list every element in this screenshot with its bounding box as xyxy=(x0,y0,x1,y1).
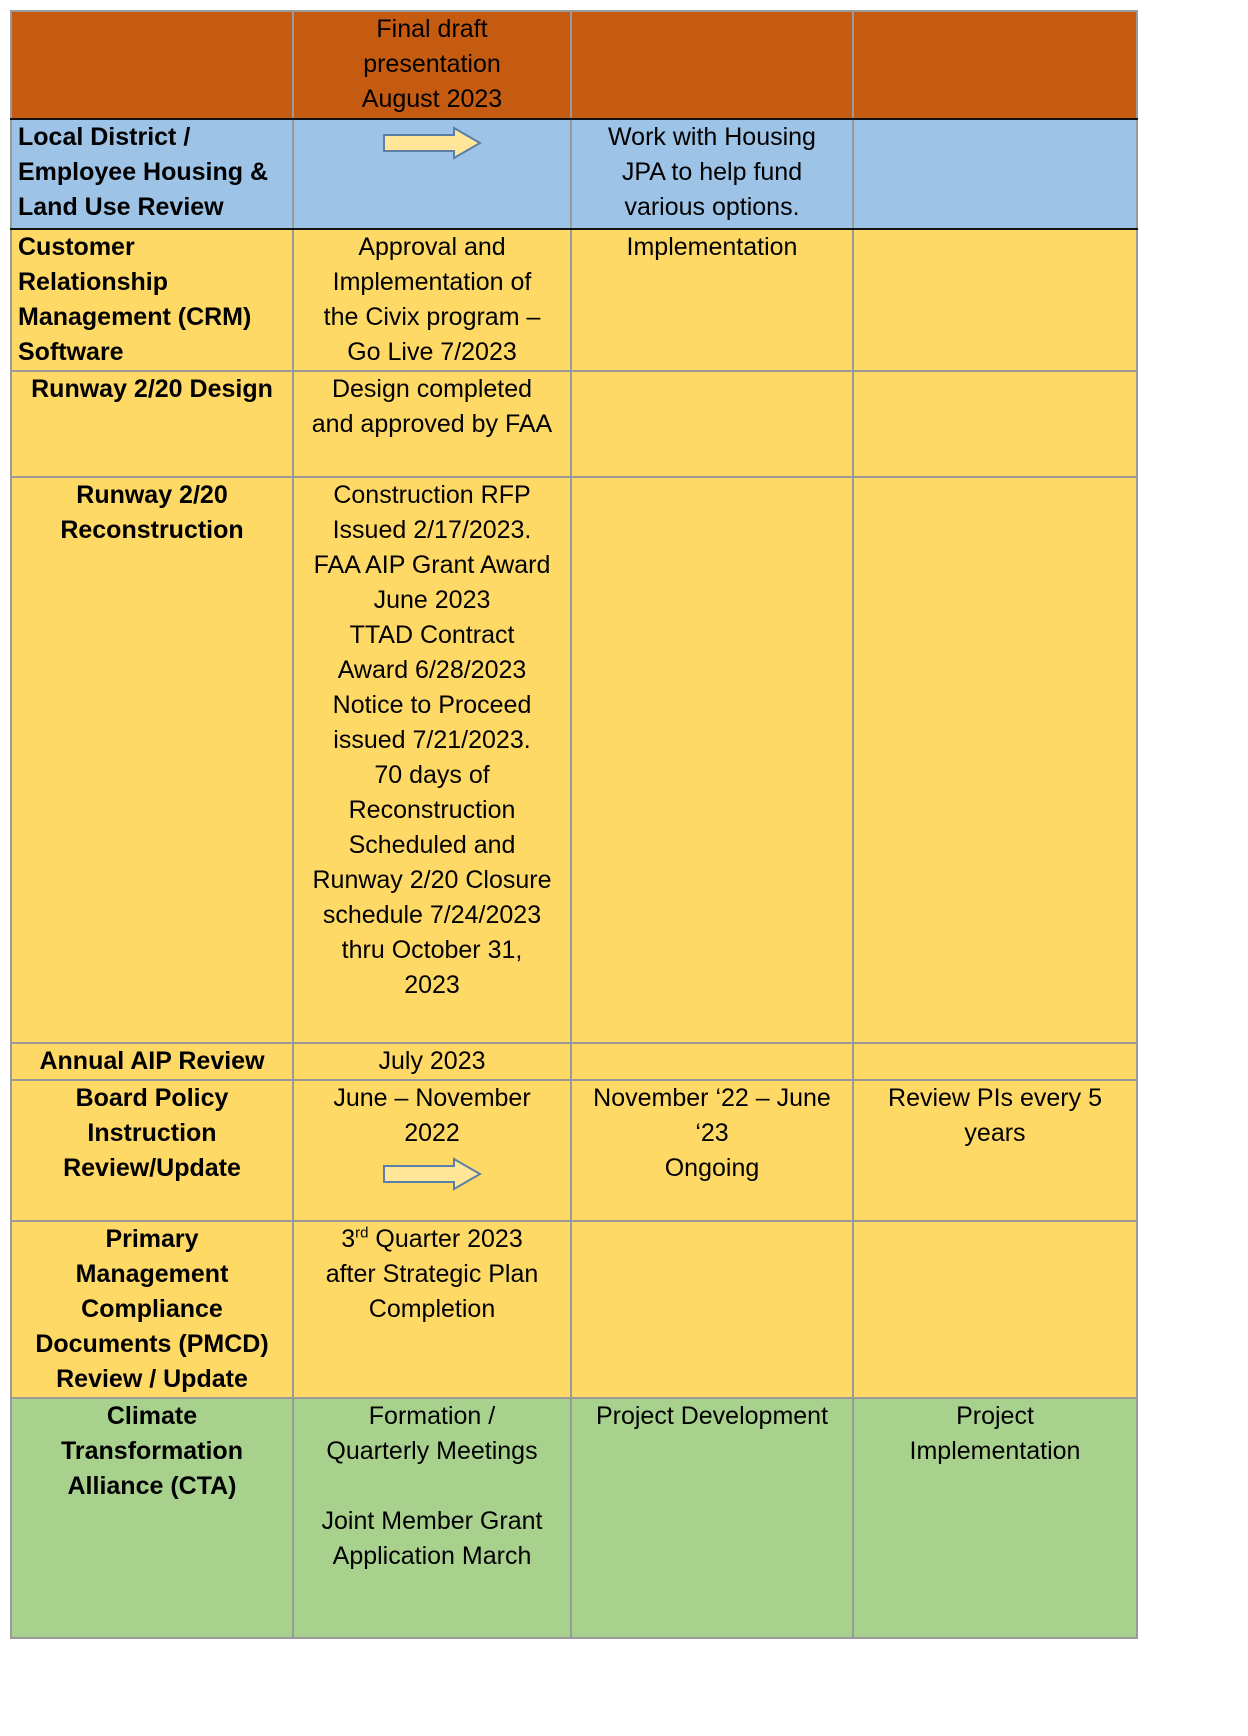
cell-line: Application March xyxy=(332,1542,532,1570)
table-row xyxy=(11,477,1137,1043)
cell-line: years xyxy=(964,1119,1026,1147)
category-line: Runway 2/20 xyxy=(76,481,228,509)
category-line: Runway 2/20 Design xyxy=(31,375,273,403)
cell-line: 70 days of xyxy=(374,761,490,789)
category-line: Instruction xyxy=(87,1119,217,1147)
category-line: Compliance xyxy=(81,1295,223,1323)
category-line: Board Policy xyxy=(75,1084,229,1112)
cell-line: Project Development xyxy=(595,1402,829,1430)
category-line: Annual AIP Review xyxy=(39,1047,265,1075)
row-col2-cell xyxy=(293,229,571,371)
category-line: Reconstruction xyxy=(60,516,244,544)
cell-line: 2022 xyxy=(404,1119,460,1147)
row-category-cell xyxy=(11,11,293,119)
row-col3-cell xyxy=(571,1398,853,1638)
cell-line xyxy=(300,1222,564,1257)
table-row xyxy=(11,229,1137,371)
row-category-cell xyxy=(11,229,293,371)
cell-line: Project xyxy=(956,1402,1034,1430)
row-col3-cell xyxy=(571,477,853,1043)
cell-line: Go Live 7/2023 xyxy=(347,338,517,366)
category-line: Transformation xyxy=(61,1437,243,1465)
row-col4-cell xyxy=(853,1221,1137,1398)
row-col3-cell xyxy=(571,229,853,371)
row-col4-cell xyxy=(853,1398,1137,1638)
cell-line: Runway 2/20 Closure xyxy=(312,866,552,894)
cell-line: presentation xyxy=(363,50,501,78)
cell-line: Award 6/28/2023 xyxy=(337,656,527,684)
cell-line: Work with Housing xyxy=(608,123,816,151)
cell-line: Construction RFP xyxy=(333,481,531,509)
cell-line: August 2023 xyxy=(361,85,503,113)
cell-line xyxy=(300,1469,564,1504)
cell-line: Issued 2/17/2023. xyxy=(332,516,532,544)
row-col4-cell xyxy=(853,1080,1137,1221)
row-col2-cell xyxy=(293,1221,571,1398)
ordinal-number: 3 xyxy=(341,1225,356,1253)
cell-line: Joint Member Grant xyxy=(321,1507,543,1535)
row-category-cell xyxy=(11,371,293,477)
category-line: Review / Update xyxy=(56,1365,248,1393)
cell-line: Review PIs every 5 xyxy=(888,1084,1102,1112)
row-category-cell xyxy=(11,477,293,1043)
row-col2-cell xyxy=(293,119,571,229)
category-line: Relationship xyxy=(18,268,169,296)
cell-line: the Civix program – xyxy=(323,303,541,331)
row-col4-cell xyxy=(853,477,1137,1043)
cell-line-rest: Quarter 2023 xyxy=(368,1225,523,1253)
strategic-plan-table xyxy=(10,10,1138,1639)
cell-line: July 2023 xyxy=(378,1047,486,1075)
cell-line: Quarterly Meetings xyxy=(326,1437,538,1465)
cell-line: after Strategic Plan xyxy=(325,1260,539,1288)
right-arrow-icon xyxy=(382,1157,482,1191)
cell-line: November ‘22 – June xyxy=(593,1084,831,1112)
cell-line: JPA to help fund xyxy=(621,158,803,186)
category-line: Alliance (CTA) xyxy=(67,1472,237,1500)
category-line: Employee Housing & xyxy=(18,158,269,186)
cell-line: Implementation xyxy=(626,233,798,261)
row-col2-cell xyxy=(293,1080,571,1221)
table-row xyxy=(11,11,1137,119)
row-category-cell xyxy=(11,1080,293,1221)
row-col3-cell xyxy=(571,1080,853,1221)
cell-line: Completion xyxy=(368,1295,496,1323)
strategic-plan-table-page xyxy=(10,10,1138,1639)
row-col2-cell xyxy=(293,371,571,477)
cell-line: June 2023 xyxy=(373,586,491,614)
cell-line: Design completed xyxy=(331,375,533,403)
cell-line: and approved by FAA xyxy=(311,410,553,438)
cell-line: Notice to Proceed xyxy=(332,691,532,719)
cell-line: Scheduled and xyxy=(348,831,516,859)
category-line: Land Use Review xyxy=(18,193,224,221)
category-line: Software xyxy=(18,338,124,366)
row-col4-cell xyxy=(853,11,1137,119)
category-line: Review/Update xyxy=(63,1154,241,1182)
row-col3-cell xyxy=(571,119,853,229)
table-row xyxy=(11,1043,1137,1080)
category-line: Local District / xyxy=(18,123,191,151)
category-line: Management (CRM) xyxy=(18,303,252,331)
cell-line: thru October 31, xyxy=(341,936,523,964)
cell-line: Ongoing xyxy=(664,1154,760,1182)
row-col4-cell xyxy=(853,371,1137,477)
category-line: Primary xyxy=(105,1225,199,1253)
cell-line: 2023 xyxy=(404,971,460,999)
ordinal-suffix: rd xyxy=(355,1224,369,1242)
cell-line: schedule 7/24/2023 xyxy=(322,901,542,929)
right-arrow-icon xyxy=(382,126,482,160)
row-category-cell xyxy=(11,1398,293,1638)
table-row xyxy=(11,119,1137,229)
table-row xyxy=(11,1398,1137,1638)
row-category-cell xyxy=(11,119,293,229)
cell-line: issued 7/21/2023. xyxy=(333,726,531,754)
row-col2-cell xyxy=(293,11,571,119)
cell-line: Implementation xyxy=(909,1437,1081,1465)
row-col4-cell xyxy=(853,119,1137,229)
row-col2-cell xyxy=(293,477,571,1043)
cell-line: Final draft xyxy=(376,15,488,43)
category-line: Management xyxy=(75,1260,229,1288)
table-row xyxy=(11,371,1137,477)
row-col3-cell xyxy=(571,1043,853,1080)
cell-line: Reconstruction xyxy=(348,796,516,824)
table-row xyxy=(11,1221,1137,1398)
row-col2-cell xyxy=(293,1398,571,1638)
row-col2-cell xyxy=(293,1043,571,1080)
cell-line: FAA AIP Grant Award xyxy=(313,551,551,579)
row-col3-cell xyxy=(571,11,853,119)
table-row xyxy=(11,1080,1137,1221)
row-col3-cell xyxy=(571,1221,853,1398)
category-line: Climate xyxy=(106,1402,198,1430)
row-category-cell xyxy=(11,1043,293,1080)
cell-line: various options. xyxy=(624,193,800,221)
category-line: Documents (PMCD) xyxy=(35,1330,269,1358)
cell-line: TTAD Contract xyxy=(349,621,515,649)
row-col4-cell xyxy=(853,1043,1137,1080)
category-line: Customer xyxy=(18,233,135,261)
cell-line: Implementation of xyxy=(332,268,532,296)
row-category-cell xyxy=(11,1221,293,1398)
cell-line: Approval and xyxy=(358,233,506,261)
row-col3-cell xyxy=(571,371,853,477)
row-col4-cell xyxy=(853,229,1137,371)
cell-line: Formation / xyxy=(368,1402,496,1430)
cell-line: June – November xyxy=(333,1084,531,1112)
cell-line: ‘23 xyxy=(695,1119,729,1147)
